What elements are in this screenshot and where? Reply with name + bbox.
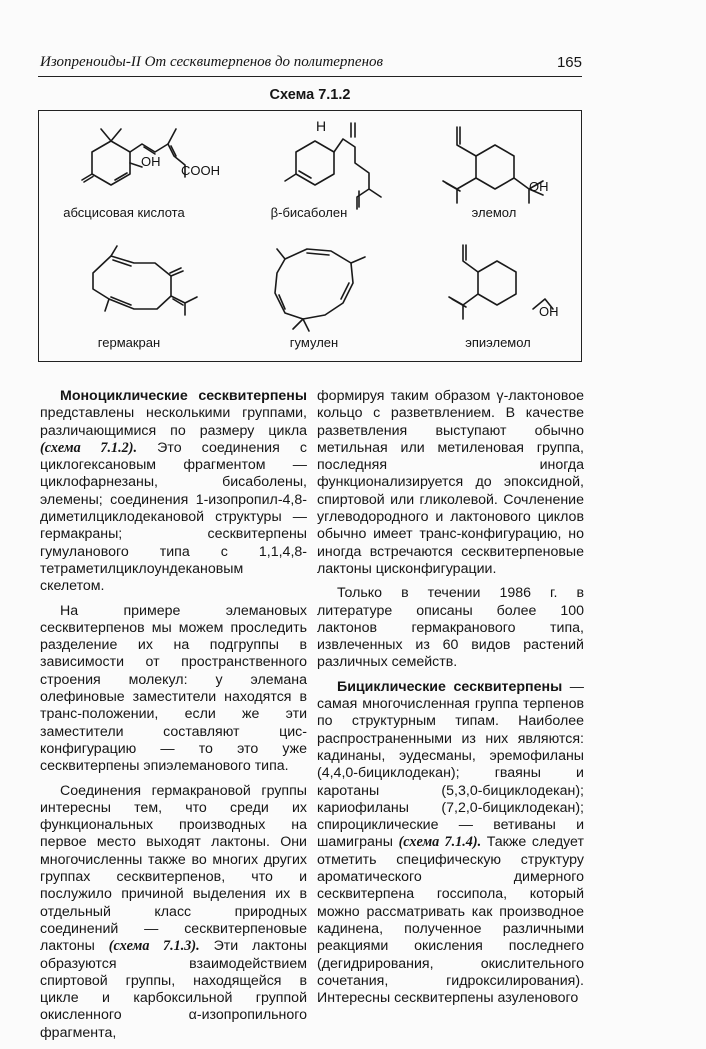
paragraph bbox=[317, 679, 584, 1008]
text-run: Соединения гермакрановой группы интересны тем, что среди их функциональных производных на первое место выходят лактоны. Они многочисленны также во многих других группах сесквитерпенов, что и послужило причиной выделения их в отдельный класс природных соединений — сесквитерпеновые лактоны bbox=[40, 782, 307, 955]
header-rule bbox=[38, 76, 582, 77]
caption-epielemol: эпиэлемол bbox=[465, 335, 531, 350]
text-run: Это соединения с циклогексановым фрагментом — циклофарнезаны, бисаболены, элемены; соединения 1-изопропил-4,8-диметилциклодекановой структуры — гермакраны; сесквитерпены гумуланового типа с 1,1,4,8-тетраметилциклоундекановым скелетом. bbox=[40, 439, 307, 595]
epielemol-oh-label: OH bbox=[539, 304, 559, 319]
germacrane-structure bbox=[93, 246, 197, 315]
right-column bbox=[317, 388, 584, 1014]
bold-heading: Бициклические сесквитерпены bbox=[337, 678, 563, 695]
text-run: — самая многочисленная группа терпенов по структурным типам. Наиболее распространенными из них являются: кадинаны, эудесманы, эремофиланы (4,4,0-бициклодекан); гваяны и каротаны (5,3,0-бициклодекан); кариофиланы (7,2,0-бициклодекан); спироциклические — ветиваны и шамиграны bbox=[317, 678, 584, 851]
caption-humulene: гумулен bbox=[289, 335, 339, 350]
paragraph: На примере элемановых сесквитерпенов мы можем проследить разделение их на подгруппы в зависимости от пространственного строения молекул: у элемана олефиновые заместители находятся в транс-положении, если же эти заместители составляют цис-конфигурацию — то это уже сесквитерпены эпиэлеманового типа. bbox=[40, 602, 307, 775]
caption-elemol: элемол bbox=[471, 205, 517, 220]
paragraph bbox=[40, 388, 307, 596]
caption-germacrane: гермакран bbox=[97, 335, 161, 350]
caption-bisabolene: β-бисаболен bbox=[270, 205, 348, 220]
epielemol-structure bbox=[449, 245, 553, 319]
paragraph bbox=[40, 783, 307, 1042]
text-run: Также следует отметить специфическую структуру ароматического димерного сесквитерпена госсипола, который можно рассматривать как производное кадинена, полученное различными реакциями окисления последнего (дегидрирования, окислительного сочетания, гидроксилирования). Интересны сесквитерпены азуленового bbox=[317, 834, 584, 1007]
elemol-oh-label: OH bbox=[529, 179, 549, 194]
abscisic-acid-structure bbox=[82, 129, 185, 185]
cooh-label: COOH bbox=[181, 163, 220, 178]
text-run: представлены несколькими группами, различающимися по размеру цикла bbox=[40, 405, 307, 439]
elemol-structure bbox=[443, 127, 543, 203]
paragraph: формируя таким образом γ-лактоновое кольцо с разветвлением. В качестве разветвления выступают обычно метильная или метиленовая группа, последняя иногда функционализируется до эпоксидной, спиртовой или гликолевой. Сочленение углеводородного и лактонового циклов обычно имеет транс-конфигурацию, но иногда встречаются сесквитерпеновые лактоны цисконфигурации. bbox=[317, 388, 584, 577]
scheme-figure bbox=[38, 110, 582, 362]
humulene-structure bbox=[275, 249, 365, 331]
scheme-title: Схема 7.1.2 bbox=[269, 87, 351, 103]
scheme-ref: (схема 7.1.3). bbox=[108, 938, 200, 955]
text-run: Эти лактоны образуются взаимодействием спиртовой группы, находящейся в цикле и карбоксильной группой окисленного α-изопропильного фрагмента, bbox=[40, 938, 307, 1041]
page-number: 165 bbox=[556, 54, 582, 71]
left-column bbox=[40, 388, 307, 1049]
oh-label: OH bbox=[141, 154, 161, 169]
beta-bisabolene-structure bbox=[285, 123, 381, 209]
caption-abscisic-acid: абсцисовая кислота bbox=[63, 205, 185, 220]
scheme-ref: (схема 7.1.4). bbox=[398, 834, 482, 851]
scheme-ref: (схема 7.1.2). bbox=[40, 439, 138, 456]
structures-drawing bbox=[39, 111, 583, 363]
bold-heading: Моноциклические сесквитерпены bbox=[60, 388, 307, 404]
running-title: Изопреноиды-II От сесквитерпенов до политерпенов bbox=[40, 54, 384, 70]
paragraph: Только в течении 1986 г. в литературе описаны более 100 лактонов гермакранового типа, извлеченных из 60 видов растений различных семейств. bbox=[317, 585, 584, 671]
h-label: H bbox=[316, 118, 327, 134]
